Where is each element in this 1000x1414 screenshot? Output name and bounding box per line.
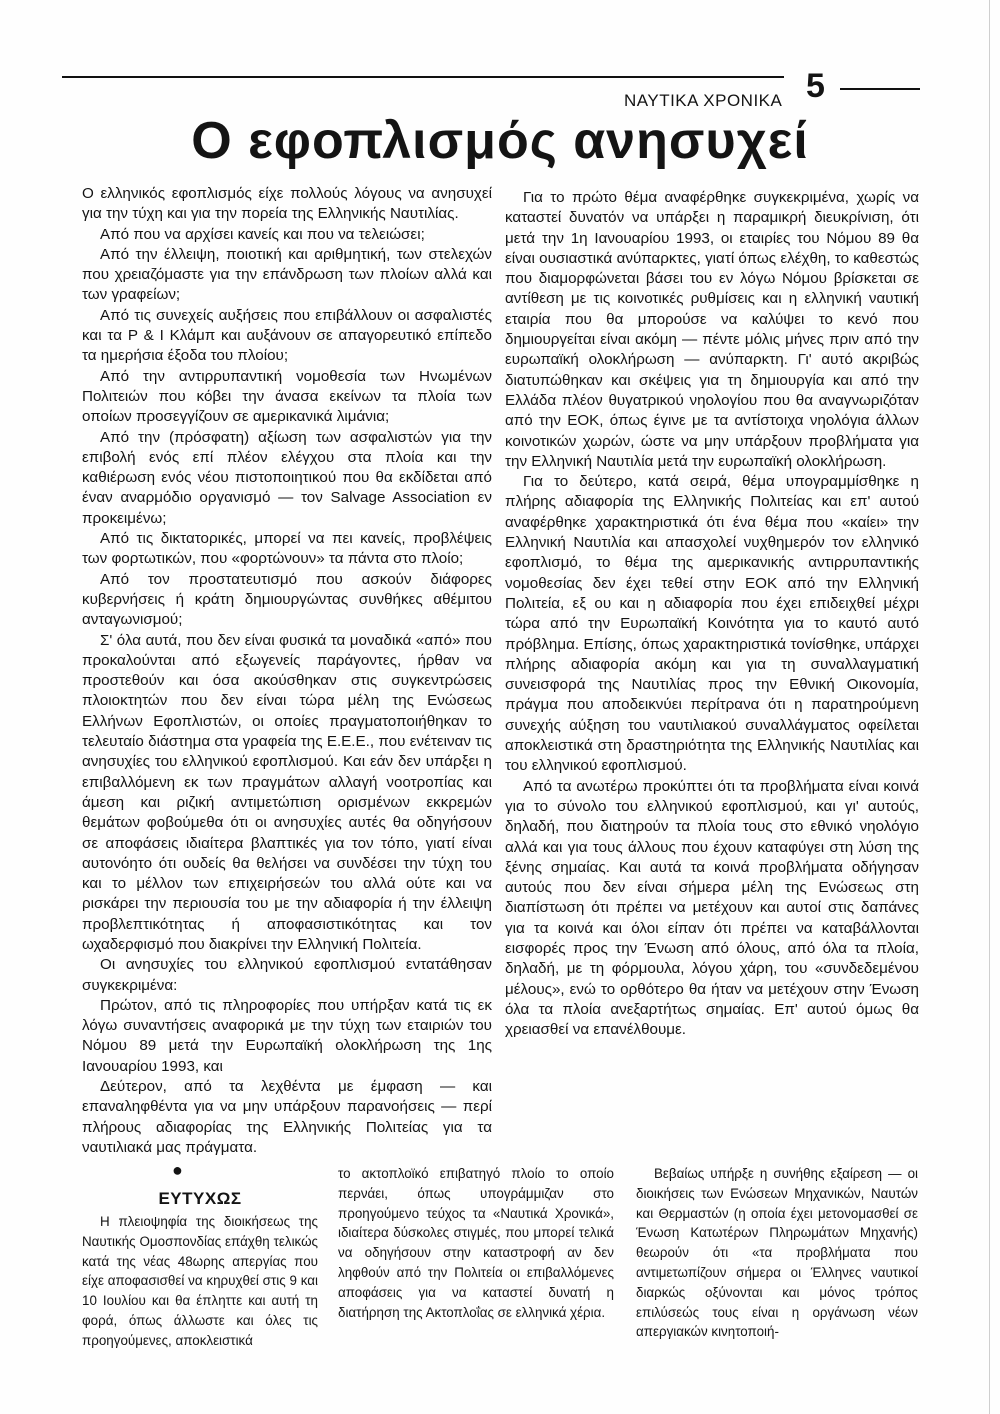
news-item-title: ΕΥΤΥΧΩΣ [158, 1189, 242, 1208]
paragraph: Σ' όλα αυτά, που δεν είναι φυσικά τα μοναδικά «από» που προκαλούνται από εξωγενείς παράγοντες, ήρθαν να προστεθούν και όσα ακούσθηκαν στις συγκεντρώσεις πλοιοκτητών που δεν είναι τώρα μέλη της Ενώσεως Ελλήνων Εφοπλιστών, οι οποίες πραγματοποιήθηκαν το τελευταίο διάστημα στα γραφεία της Ε.Ε.Ε., που ενέτειναν τις ανησυχίες του ελληνικού εφοπλισμού. Και εάν δεν υπάρξει η επιβαλλόμενη εκ των πραγμάτων αλλαγή νοοτροπίας και άμεση και ριζική αντιμετώπιση ορισμένων εκκρεμών θεμάτων φοβούμεθα ότι οι ανησυχίες αυτές θα οδηγήσουν σε αποφάσεις ιδιαίτερα βλαπτικές για τον τόπο, γιατί είναι αυτονόητο ότι ουδείς θα θελήσει να συνδέσει την τύχη του και το μέλλον των επιχειρήσεών του αλλά ούτε και να ρισκάρει την περιουσία του με την αδιαφορία ή την έλλειψη προβλεπτικότητας ή αποφασιστικότητας και τον ωχαδερφισμό που διακρίνει την Ελληνική Πολιτεία. [82, 631, 492, 953]
publication-name: ΝΑΥΤΙΚΑ ΧΡΟΝΙΚΑ [624, 91, 783, 110]
article-right-column [505, 188, 919, 1160]
paragraph: Ο ελληνικός εφοπλισμός είχε πολλούς λόγους να ανησυχεί για την τύχη και για την πορεία της Ελληνικής Ναυτιλίας. [82, 185, 492, 223]
article-left-column [82, 184, 492, 1156]
news-item-column-1 [82, 1212, 318, 1352]
news-item-column-2 [338, 1164, 614, 1344]
paragraph: Από που να αρχίσει κανείς και που να τελειώσει; [100, 225, 425, 243]
page-number: 5 [806, 67, 825, 105]
paragraph: το ακτοπλοϊκό επιβατηγό πλοίο το οποίο περνάει, όπως υπογράμμιζαν στο προηγούμενο τεύχος τα «Ναυτικά Χρονικά», ιδιαίτερα δύσκολες στιγμές, που μπορεί τελικά να οδηγήσουν στην καταστροφή αν δεν ληφθούν από την Πολιτεία οι επιβαλλόμενες αποφάσεις για να καταστεί δυνατή η διατήρηση της Ακτοπλοΐας σε ελληνικά χέρια. [338, 1166, 614, 1320]
paragraph: Από την (πρόσφατη) αξίωση των ασφαλιστών για την επιβολή ενός επί πλέον ελέγχου στα πλοία και την καθιέρωση ενός νέου πιστοποιητικού που θα εκδίδεται από έναν αναρμόδιο οργανισμό — τον Salvage Association εν προκειμένω; [82, 428, 492, 527]
section-bullet: ● [172, 1160, 183, 1180]
news-item-column-3 [636, 1164, 918, 1384]
paragraph: Από την αντιρρυπαντική νομοθεσία των Ηνωμένων Πολιτειών που κόβει την άνασα εκείνων τα πλοία των οποίων προσεγγίζουν σε αμερικανικά λιμάνια; [82, 367, 492, 426]
paragraph: Πρώτον, από τις πληροφορίες που υπήρξαν κατά τις εκ λόγω συναντήσεις αναφορικά με την τύχη των εταιριών του Νόμου 89 μετά την Ευρωπαϊκή ολοκλήρωση της 1ης Ιανουαρίου 1993, και [82, 996, 492, 1075]
paragraph: Δεύτερον, από τα λεχθέντα με έμφαση — και επαναληφθέντα για να μην υπάρξουν παρανοήσεις — περί πλήρους αδιαφορίας της Ελληνικής Πολιτείας για τα ναυτιλιακά μας πράγματα. [82, 1078, 492, 1156]
page-edge [989, 0, 990, 1414]
paragraph: Η πλειοψηφία της διοικήσεως της Ναυτικής Ομοσπονδίας επάχθη τελικώς κατά της νέας 48ωρης απεργίας που είχε αποφασισθεί να κηρυχθεί στις 9 και 10 Ιουλίου και θα έπληττε και αυτή τη φορά, όπως άλλωστε και όλες τις προηγούμενες, αποκλειστικά [82, 1214, 318, 1348]
header-rule-left [62, 76, 784, 78]
paragraph: Από την έλλειψη, ποιοτική και αριθμητική, των στελεχών που χρειαζόμαστε για την επάνδρωση των πλοίων αλλά και των γραφείων; [82, 245, 492, 304]
header-rule-right [840, 88, 920, 90]
paragraph: Οι ανησυχίες του ελληνικού εφοπλισμού εντατάθησαν συγκεκριμένα: [82, 956, 492, 994]
paragraph: Βεβαίως υπήρξε η συνήθης εξαίρεση — οι διοικήσεις των Ενώσεων Μηχανικών, Ναυτών και Θερμαστών (η οποία έχει μετονομασθεί σε Ένωση Κατωτέρων Πληρωμάτων Μηχανής) θεωρούν ότι «τα προβλήματα που αντιμετωπίζουν σήμερα οι Έλληνες ναυτικοί διαρκώς οξύνονται και μόνος τρόπος επιλύσεώς τους είναι η οργάνωση νέων απεργιακών κινητοποιή- [636, 1166, 918, 1340]
paragraph: Από τις δικτατορικές, μπορεί να πει κανείς, προβλέψεις των φορτωτικών, που «φορτώνουν» τα πάντα στο πλοίο; [82, 530, 492, 568]
paragraph: Για το δεύτερο, κατά σειρά, θέμα υπογραμμίσθηκε η πλήρης αδιαφορία της Ελληνικής Πολιτείας και επ' αυτού αναφέρθηκε χαρακτηριστικά ότι ένα θέμα που «καίει» την Ελληνική Ναυτιλία και απασχολεί νυχθημερόν τον ελληνικό εφοπλισμό, το θέμα της αμερικανικής αντιρρυπαντικής νομοθεσίας δεν έχει τεθεί στην ΕΟΚ από την Ελληνική Πολιτεία, εξ ου και η αδιαφορία που έχει επιδειχθεί μέχρι τώρα από την Ευρωπαϊκή Κοινότητα για το καυτό αυτό πρόβλημα. Επίσης, όπως χαρακτηριστικά τονίσθηκε, υπάρχει πλήρης αδιαφορία ακόμη και για τη συναλλαγματική συνεισφορά της Ναυτιλίας προς την Εθνική Οικονομία, πράγμα που αποδεικνύει περίτρανα ότι η παρατηρούμενη συνεχής αύξηση του ναυτιλιακού συναλλάγματος οφείλεται αποκλειστικά στη δραστηριότητα της Ελληνικής Ναυτιλίας και του ελληνικού εφοπλισμού. [505, 473, 919, 775]
paragraph: Από τα ανωτέρω προκύπτει ότι τα προβλήματα είναι κοινά για το σύνολο του ελληνικού εφοπλισμού, και γι' αυτούς, δηλαδή, που διατηρούν τα πλοία τους στο εθνικό νηολόγιο αλλά και για τους άλλους που έχουν καταφύγει στη λύση της ξένης σημαίας. Και αυτά τα κοινά προβλήματα οδήγησαν αυτούς που δεν είναι σήμερα μέλη της Ενώσεως στη διαπίστωση ότι πρέπει να μετέχουν και αυτοί στις δαπάνες για τα κοινά και όλοι είπαν ότι πρέπει να καταβάλλονται εισφορές προς την Ένωση από όλους, από όλα τα πλοία, δηλαδή, με τη φόρμουλα, λόγου χάρη, του «συνδεδεμένου μέλους», ενώ το ορθότερο θα ήταν να μετέχουν στην Ένωση όλα τα πλοία ανεξαρτήτως σημαίας. Επ' αυτού όμως θα χρειασθεί να επανέλθουμε. [505, 777, 919, 1039]
paragraph: Από τον προστατευτισμό που ασκούν διάφορες κυβερνήσεις ή κράτη δημιουργώντας συνθήκες αθέμιτου ανταγωνισμού; [82, 570, 492, 629]
paragraph: Από τις συνεχείς αυξήσεις που επιβάλλουν οι ασφαλιστές και τα P & I Κλάμπ και αυξάνουν σε απαγορευτικό επίπεδο τα ημερήσια έξοδα του πλοίου; [82, 306, 492, 365]
article-headline: Ο εφοπλισμός ανησυχεί [191, 112, 809, 170]
paragraph: Για το πρώτο θέμα αναφέρθηκε συγκεκριμένα, χωρίς να καταστεί δυνατόν να υπάρξει η παραμικρή διευκρίνιση, ότι μετά την 1η Ιανουαρίου 1993, οι εταιρίες του Νόμου 89 θα είναι ουσιαστικά ανύπαρκτες, γιατί όπως ελέχθη, το καθεστώς που διαμορφώνεται βάσει του εν λόγω Νόμου βρίσκεται σε αντίθεση με τις κοινοτικές ρυθμίσεις και η ελληνική ναυτική εταιρία που θα μπορούσε να καλύψει το κενό που δημιουργείται είναι ακόμη — πέντε μόλις μήνες πριν από την ευρωπαϊκή ολοκλήρωση — ανύπαρκτη. Γι' αυτό ακριβώς διατυπώθηκαν και σκέψεις για τη δημιουργία και από την Ελλάδα πλέον θυγατρικού νηολογίου που θα αναγνωριζόταν από την ΕΟΚ, όπως έγινε με τα αντίστοιχα νηολόγια άλλων κοινοτικών χωρών, ώστε να μην υπάρξουν προβλήματα για την Ελληνική Ναυτιλία μετά την ευρωπαϊκή ολοκλήρωση. [505, 189, 919, 470]
